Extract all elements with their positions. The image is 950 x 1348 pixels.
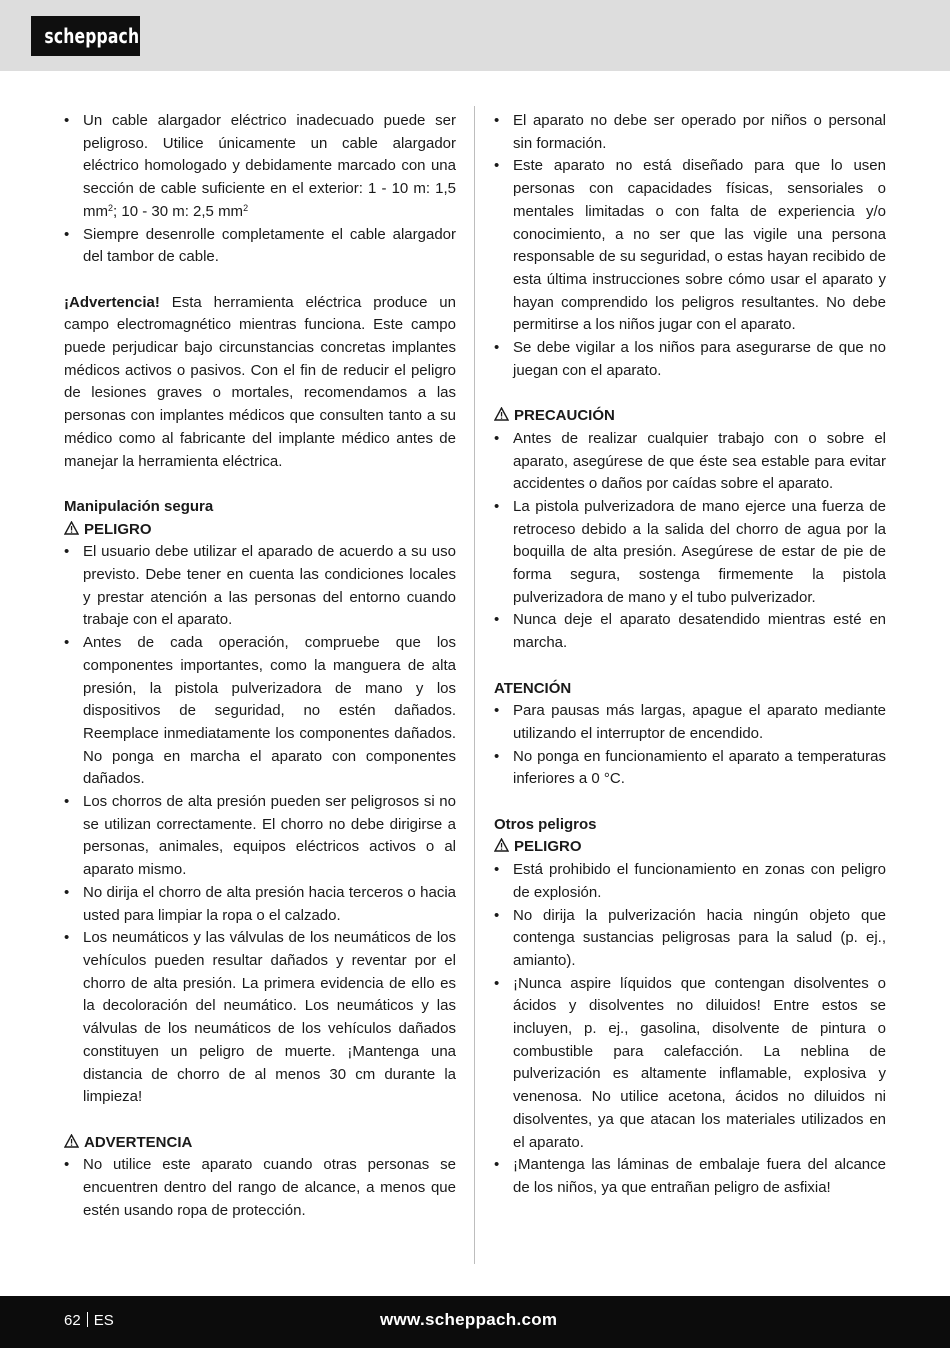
page-header <box>0 0 950 71</box>
list-item: • Nunca deje el aparato desatendido mientras esté en marcha. <box>494 609 886 654</box>
list-item: • Antes de cada operación, compruebe que los componentes importantes, como la manguera de alta presión, la pistola pulverizadora de mano y los dispositivos de seguridad, no estén dañados. Reemplace inmediatamente los componentes dañados. No ponga en marcha el aparato con componentes dañados. <box>64 632 456 791</box>
precaucion-heading: PRECAUCIÓN <box>494 405 886 428</box>
list-item: • No ponga en funcionamiento el aparato a temperaturas inferiores a 0 °C. <box>494 746 886 791</box>
peligro-heading: PELIGRO <box>64 519 456 542</box>
list-item: • Este aparato no está diseñado para que lo usen personas con capacidades físicas, sensoriales o mentales limitadas o con falta de experiencia y/o conocimiento, a no ser que las vigile una persona responsable de su seguridad, o estas hayan recibido de esta última instrucciones sobre cómo usar el aparato y hayan comprendido los peligros resultantes. No debe permitirse a los niños jugar con el aparato. <box>494 155 886 337</box>
list-item: • ¡Nunca aspire líquidos que contengan disolventes o ácidos y disolventes no diluidos! Entre estos se incluyen, p. ej., gasolina, disolvente de pintura o combustible para calefacción. La neblina de pulverización es altamente inflamable, explosiva y venenosa. No utilice acetona, ácidos no diluidos ni disolventes, ya que atacan los materiales utilizados en el aparato. <box>494 973 886 1155</box>
otros-peligros-list <box>494 859 886 1200</box>
list-item: • Un cable alargador eléctrico inadecuado puede ser peligroso. Utilice únicamente un cable alargador eléctrico homologado y debidamente marcado con una sección de cable suficiente en el exterior: 1 - 10 m: 1,5 $mm^2$; 10 - 30 m: 2,5 $mm^2$ <box>64 110 456 224</box>
advertencia-list <box>64 1154 456 1222</box>
warning-triangle-icon <box>64 521 79 535</box>
list-item: • No utilice este aparato cuando otras personas se encuentren dentro del rango de alcance, a menos que estén usando ropa de protección. <box>64 1154 456 1222</box>
cable-list <box>64 110 456 269</box>
list-item: • La pistola pulverizadora de mano ejerce una fuerza de retroceso debido a la salida del chorro de agua por la boquilla de alta presión. Asegúrese de estar de pie de forma segura, sostenga firmemente la pistola pulverizadora de mano y el tubo pulverizador. <box>494 496 886 610</box>
advertencia-heading: ADVERTENCIA <box>64 1132 456 1155</box>
list-item: • Se debe vigilar a los niños para asegurarse de que no juegan con el aparato. <box>494 337 886 382</box>
website-link[interactable]: www.scheppach.com <box>380 1310 558 1329</box>
list-item: • Está prohibido el funcionamiento en zonas con peligro de explosión. <box>494 859 886 904</box>
electromagnetic-warning: ¡Advertencia! Esta herramienta eléctrica produce un campo electromagnético mientras funciona. Este campo puede perjudicar bajo circunstancias concretas implantes médicos activos o pasivos. Con el fin de reducir el peligro de lesiones graves o mortales, recomendamos a las personas con implantes médicos que consulten tanto a su médico como al fabricante del implante médico antes de manejar la herramienta eléctrica. <box>64 293 456 470</box>
left-column <box>64 110 456 1222</box>
list-item: • El usuario debe utilizar el aparado de acuerdo a su uso previsto. Debe tener en cuenta las condiciones locales y prestar atención a las personas del entorno cuando trabaje con el aparato. <box>64 541 456 632</box>
list-item: • ¡Mantenga las láminas de embalaje fuera del alcance de los niños, ya que entrañan peligro de asfixia! <box>494 1154 886 1199</box>
column-divider <box>474 106 475 1264</box>
section-title-otros-peligros: Otros peligros <box>494 815 597 833</box>
peligro-list <box>64 541 456 1109</box>
page-number: 62 ES <box>64 1312 114 1329</box>
atencion-list <box>494 700 886 791</box>
list-item: • Para pausas más largas, apague el aparato mediante utilizando el interruptor de encendido. <box>494 700 886 745</box>
list-item: • El aparato no debe ser operado por niños o personal sin formación. <box>494 110 886 155</box>
warning-triangle-icon <box>494 838 509 852</box>
list-item: • No dirija el chorro de alta presión hacia terceros o hacia usted para limpiar la ropa o el calzado. <box>64 882 456 927</box>
warning-triangle-icon <box>64 1134 79 1148</box>
operator-list <box>494 110 886 382</box>
list-item: • No dirija la pulverización hacia ningún objeto que contenga sustancias peligrosas para la salud (p. ej., amianto). <box>494 905 886 973</box>
peligro-heading: PELIGRO <box>494 836 886 859</box>
list-item: • Siempre desenrolle completamente el cable alargador del tambor de cable. <box>64 224 456 269</box>
scheppach-logo: scheppach <box>31 16 140 56</box>
list-item: • Los neumáticos y las válvulas de los neumáticos de los vehículos pueden resultar dañados y reventar por el chorro de alta presión. La primera evidencia de ello es la decoloración del neumático. Los neumáticos y las válvulas de los neumáticos de los vehículos dañados constituyen un peligro de muerte. ¡Mantenga una distancia de chorro de al menos 30 cm durante la limpieza! <box>64 927 456 1109</box>
right-column <box>494 110 886 1200</box>
warning-triangle-icon <box>494 407 509 421</box>
section-title-manipulacion: Manipulación segura <box>64 497 214 515</box>
atencion-heading: ATENCIÓN <box>494 679 572 697</box>
list-item: • Antes de realizar cualquier trabajo con o sobre el aparato, asegúrese de que éste sea estable para evitar accidentes o daños por caídas sobre el aparato. <box>494 428 886 496</box>
list-item: • Los chorros de alta presión pueden ser peligrosos si no se utilizan correctamente. El chorro no debe dirigirse a personas, animales, equipos eléctricos activos o al aparato mismo. <box>64 791 456 882</box>
precaucion-list <box>494 428 886 655</box>
page-footer <box>0 1296 950 1348</box>
